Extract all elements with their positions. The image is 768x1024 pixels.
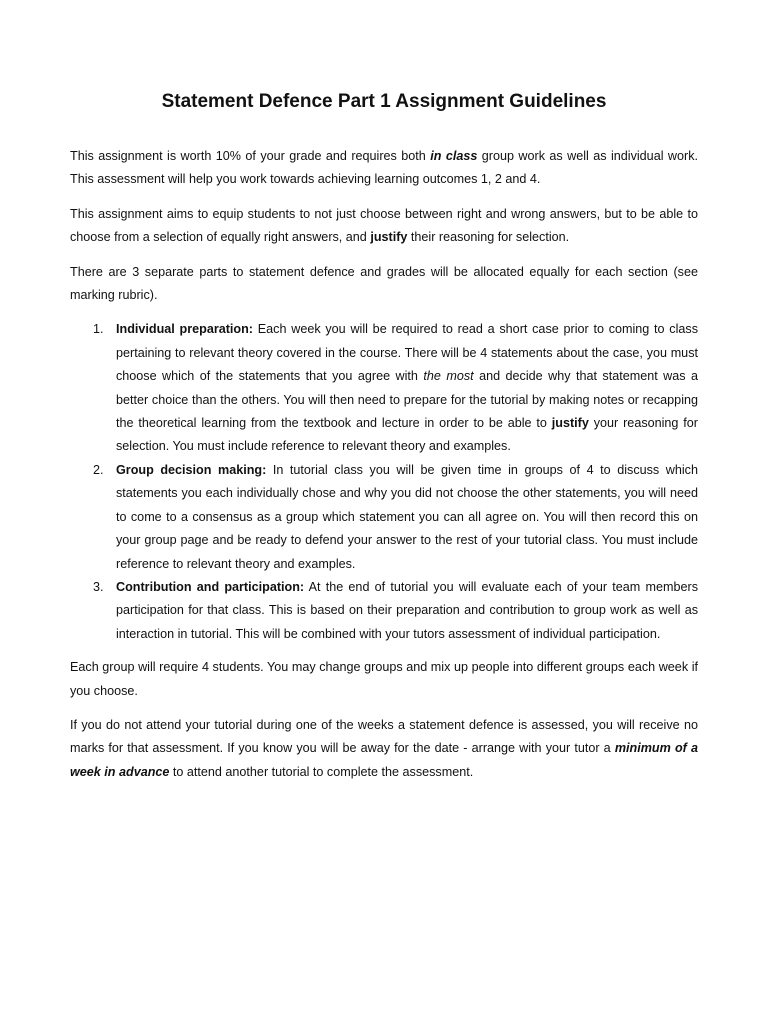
aim-emphasis-justify: justify (370, 230, 408, 245)
list-item-number: 3. (93, 579, 104, 594)
list-item (70, 318, 698, 458)
aim-text-a: This assignment aims to equip students to not just choose between right and wrong answers, but to be able to choose from a selection of equally right answers, and (70, 206, 698, 245)
intro-text-a: This assignment is worth 10% of your grade and requires both (70, 149, 431, 163)
intro-text-c: group work as well as individual work. This assessment will help you work towards achieving learning outcomes 1, 2 and 4. (70, 149, 699, 187)
list-item-emphasis-justify: justify (551, 416, 589, 431)
list-item-text: At the end of tutorial you will evaluate each of your team members participation for that class. This is based on their preparation and contribution to group work as well as interaction in tutorial. This will be combined with your tutors assessment of individual participation. (116, 579, 698, 641)
aim-paragraph (70, 203, 698, 250)
document-page (70, 88, 698, 795)
list-item-heading: Individual preparation: (116, 322, 254, 337)
aim-text-c: their reasoning for selection. (407, 230, 570, 245)
intro-paragraph (70, 145, 698, 192)
list-item-emphasis-the-most: the most (423, 369, 474, 384)
attendance-text-c: to attend another tutorial to complete the assessment. (169, 764, 474, 779)
list-item-number: 1. (93, 322, 104, 337)
list-item-text-b: and decide why that statement was a better choice than the others. You will then need to prepare for the tutorial by making notes or recapping the theoretical learning from the textbook and lecture in order to be able to (116, 369, 699, 431)
group-size-paragraph: Each group will require 4 students. You may change groups and mix up people into different groups each week if you choose. (70, 660, 698, 698)
list-item-heading: Contribution and participation: (116, 579, 305, 594)
list-item-heading: Group decision making: (116, 462, 267, 477)
intro-emphasis-in-class: in class (430, 149, 478, 163)
list-item-text: In tutorial class you will be given time in groups of 4 to discuss which statements you each individually chose and why you did not choose the other statements, you will need to come to a consensus as a group which statement you can all agree on. You will then record this on your group page and be ready to defend your answer to the rest of your tutorial class. You must include reference to relevant theory and examples. (116, 462, 698, 571)
list-item (70, 459, 698, 576)
list-item (70, 576, 698, 646)
attendance-emphasis-minimum: minimum of a week in advance (70, 741, 698, 779)
parts-paragraph: There are 3 separate parts to statement defence and grades will be allocated equally for each section (see marking rubric). (70, 264, 698, 303)
list-item-text-a: Each week you will be required to read a short case prior to coming to class pertaining to relevant theory covered in the course. There will be 4 statements about the case, you must choose which of the statements that you agree with (116, 322, 699, 384)
list-item-text-c: your reasoning for selection. You must include reference to relevant theory and examples. (116, 416, 698, 454)
parts-list (70, 318, 698, 646)
attendance-paragraph (70, 714, 698, 784)
attendance-text-a: If you do not attend your tutorial during one of the weeks a statement defence is assessed, you will receive no marks for that assessment. If you know you will be away for the date - arrange with your tutor a (70, 717, 698, 756)
document-title: Statement Defence Part 1 Assignment Guidelines (161, 91, 607, 112)
list-item-number: 2. (93, 462, 104, 477)
